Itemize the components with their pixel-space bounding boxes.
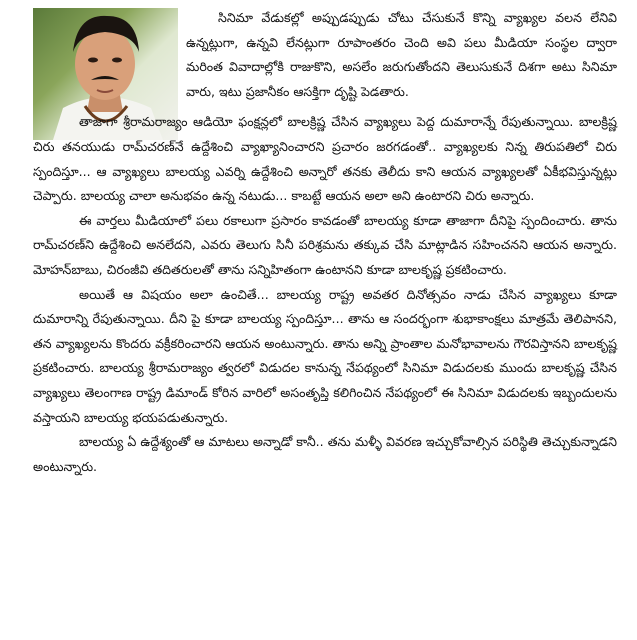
paragraph-3: ఈ వార్తలు మీడియాలో పలు రకాలుగా ప్రసారం కావడంతో బాలయ్య కూడా తాజాగా దీనిపై స్పందించారు. తాను రామ్‌చరణ్‌ని ఉద్దేశించి అనలేదని, ఎవరు తెలుగు సినీ పరిశ్రమను తక్కువ చేసి మాట్లాడిన సహించనని ఆయన అన్నారు. మోహన్‌బాబు, చిరంజీవి తదితరులతో తాను సన్నిహితంగా ఉంటానని కూడా బాలకృష్ణ ప్రకటించారు.: [33, 212, 617, 277]
paragraph-5: బాలయ్య ఏ ఉద్దేశ్యంతో ఆ మాటలు అన్నాడో కానీ.. తను మళ్ళీ వివరణ ఇచ్చుకోవాల్సిన పరిస్థితి తెచ్చుకున్నాడని అంటున్నారు.: [33, 434, 617, 474]
paragraph-1: సినిమా వేడుకల్లో అప్పుడప్పుడు చోటు చేసుకునే కొన్ని వ్యాఖ్యల వలన లేనివి ఉన్నట్లుగా, ఉన్నవి లేనట్లుగా రూపాంతరం చెంది అవి పలు మీడియా సంస్థల ద్వారా మరింత వివాదాల్లోకి రాజుకొని, అసలేం జరుగుతోందని తెలుసుకునే దిశగా అటు సినిమా వారు, ఇటు ప్రజానీకం ఆసక్తిగా దృష్టి పెడతారు.: [186, 10, 617, 99]
paragraph-2: తాజాగా శ్రీరామరాజ్యం ఆడియో ఫంక్షన్లలో బాలక్రిష్ణ చేసిన వ్యాఖ్యలు పెద్ద దుమారాన్నే రేపుతున్నాయి. బాలక్రిష్ణ చిరు తనయుడు రామ్‌చరణ్‌నే ఉద్దేశించి వ్యాఖ్యానించారని ప్రచారం జరగడంతో.. వ్యాఖ్యలకు నిన్న తిరుపతిలో చిరు స్పందిస్తూ... ఆ వ్యాఖ్యలు బాలయ్య ఎవర్ని ఉద్దేశించి అన్నారో తనకు తెలీదు కాని ఆయన వ్యాఖ్యలతో ఏకీభవిస్తున్నట్లు చెప్పారు. బాలయ్య చాలా అనుభవం ఉన్న నటుడు... కాబట్టే ఆయన అలా అని ఉంటారని చిరు అన్నారు.: [33, 114, 617, 204]
paragraph-4: అయితే ఆ విషయం అలా ఉంచితే... బాలయ్య రాష్ట్ర అవతర దినోత్సవం నాడు చేసిన వ్యాఖ్యలు కూడా దుమారాన్ని రేపుతున్నాయి. దీని పై కూడా బాలయ్య స్పందిస్తూ... తాను ఆ సందర్భంగా శుభాకాంక్షలు మాత్రమే తెలిపానని, తన వ్యాఖ్యలను కొందరు వక్రీకరించారని ఆయన అంటున్నారు. తాను అన్ని ప్రాంతాల మనోభావాలను గౌరవిస్తానని బాలకృష్ణ ప్రకటించారు. బాలయ్య శ్రీరామరాజ్యం త్వరలో విడుదల కానున్న నేపథ్యంలో సినిమా విడుదలకు ముందు బాలకృష్ణ చేసిన వ్యాఖ్యలు తెలంగాణ రాష్ట్ర డిమాండ్ కోరిన వారిలో అసంతృప్తి కలిగించిన నేపథ్యంలో ఈ సినిమా విడుదలకు ఇబ్బందులను వస్తాయని బాలయ్య భయపడుతున్నారు.: [33, 286, 617, 425]
article-body: [33, 6, 617, 479]
